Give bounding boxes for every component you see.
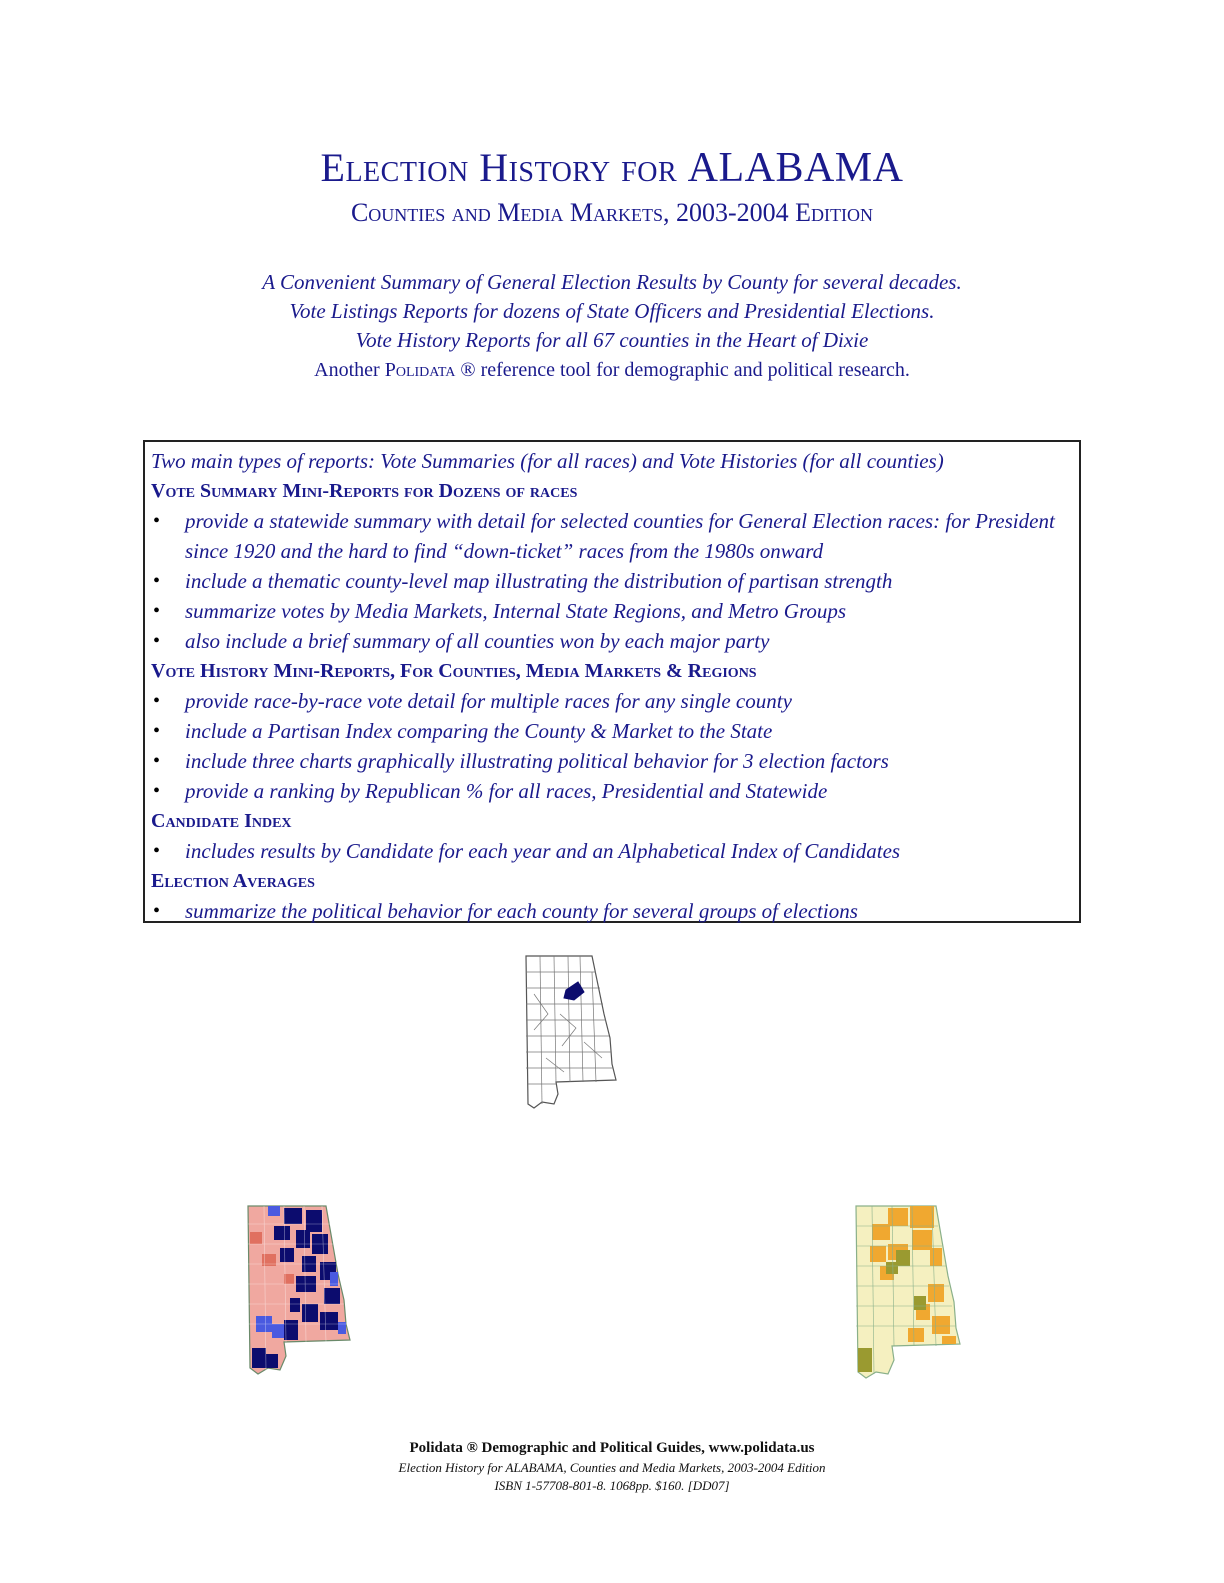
election-averages-list xyxy=(151,896,1073,926)
partisan-map xyxy=(244,1204,356,1376)
polidata-brand: Polidata xyxy=(384,359,456,381)
intro-line-2: Vote Listings Reports for dozens of State Officers and Presidential Elections. xyxy=(289,299,935,323)
page-title xyxy=(0,140,1224,196)
county-outline-map xyxy=(520,954,622,1112)
partisan-map-svg xyxy=(244,1204,356,1376)
candidate-index-list xyxy=(151,836,1073,866)
page-subtitle: Counties and Media Markets, 2003-2004 Edition xyxy=(350,198,874,227)
footer xyxy=(0,1437,1224,1495)
list-item: • provide race-by-race vote detail for multiple races for any single county xyxy=(151,686,1073,716)
alabama-outline-svg xyxy=(520,954,622,1112)
list-item: • provide a statewide summary with detail for selected counties for General Election races: for President since 1920 and the hard to find “down-ticket” races from the 1980s onward xyxy=(151,506,1073,566)
intro-line-4-b: ® reference tool for demographic and political research. xyxy=(455,359,910,381)
vote-history-list xyxy=(151,686,1073,806)
section-heading-candidate-index: Candidate Index xyxy=(151,810,292,832)
list-item: • include a Partisan Index comparing the County & Market to the State xyxy=(151,716,1073,746)
intro-line-3: Vote History Reports for all 67 counties in the Heart of Dixie xyxy=(355,328,869,352)
footer-title: Election History for ALABAMA, Counties and Media Markets, 2003-2004 Edition xyxy=(398,1460,826,1475)
footer-publisher: Polidata ® Demographic and Political Guides, www.polidata.us xyxy=(409,1440,815,1456)
list-item: • also include a brief summary of all counties won by each major party xyxy=(151,626,1073,656)
media-market-map xyxy=(852,1204,964,1380)
vote-summary-list xyxy=(151,506,1073,656)
title-state: ALABAMA xyxy=(687,145,904,191)
list-item: • include three charts graphically illustrating political behavior for 3 election factors xyxy=(151,746,1073,776)
intro-line-4 xyxy=(0,355,1224,385)
list-item: • summarize the political behavior for each county for several groups of elections xyxy=(151,896,1073,926)
title-block xyxy=(0,140,1224,230)
title-prefix: Election History for xyxy=(320,145,688,190)
intro-line-1: A Convenient Summary of General Election Results by County for several decades. xyxy=(262,270,962,294)
section-heading-vote-history: Vote History Mini-Reports, For Counties, Media Markets & Regions xyxy=(151,660,757,682)
list-item: • provide a ranking by Republican % for all races, Presidential and Statewide xyxy=(151,776,1073,806)
features-lead: Two main types of reports: Vote Summaries (for all races) and Vote Histories (for all counties) xyxy=(151,449,944,473)
list-item: • summarize votes by Media Markets, Internal State Regions, and Metro Groups xyxy=(151,596,1073,626)
section-heading-vote-summary: Vote Summary Mini-Reports for Dozens of races xyxy=(151,480,578,502)
intro-line-4-a: Another xyxy=(314,359,385,381)
section-heading-election-averages: Election Averages xyxy=(151,870,315,892)
footer-isbn: ISBN 1-57708-801-8. 1068pp. $160. [DD07] xyxy=(494,1478,730,1493)
intro-block xyxy=(0,268,1224,385)
media-market-map-svg xyxy=(852,1204,964,1380)
features-box xyxy=(143,440,1081,923)
list-item: • include a thematic county-level map illustrating the distribution of partisan strength xyxy=(151,566,1073,596)
list-item: • includes results by Candidate for each year and an Alphabetical Index of Candidates xyxy=(151,836,1073,866)
